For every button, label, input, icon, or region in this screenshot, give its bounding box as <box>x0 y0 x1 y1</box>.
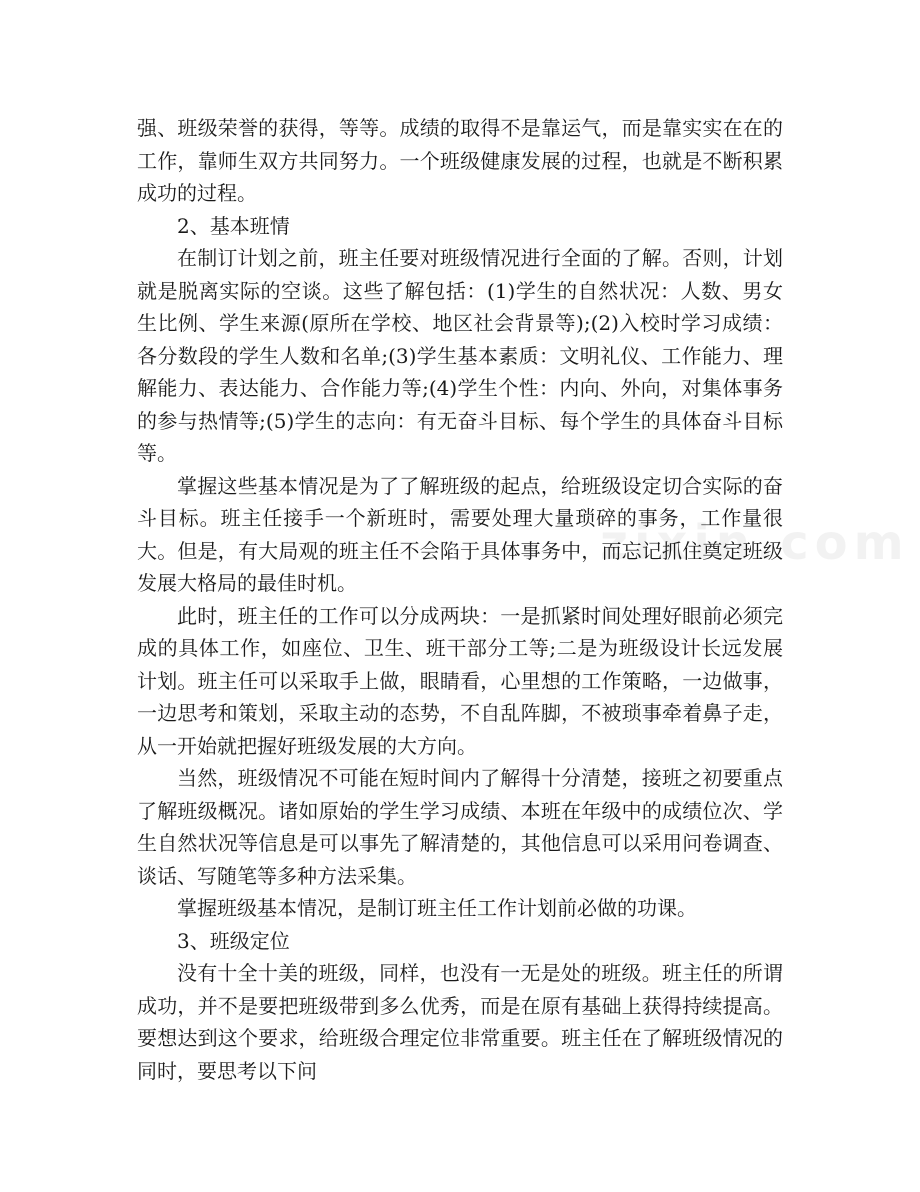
paragraph-continuation: 强、班级荣誉的获得，等等。成绩的取得不是靠运气，而是靠实实在在的工作，靠师生双方共同努力。一个班级健康发展的过程，也就是不断积累成功的过程。 <box>137 116 783 205</box>
watermark: zixin.com <box>600 515 910 571</box>
paragraph: 当然，班级情况不可能在短时间内了解得十分清楚，接班之初要重点了解班级概况。诸如原始的学生学习成绩、本班在年级中的成绩位次、学生自然状况等信息是可以事先了解清楚的，其他信息可以采用问卷调查、谈话、写随笔等多种方法采集。 <box>137 766 783 888</box>
document-body <box>137 112 783 1087</box>
paragraph: 没有十全十美的班级，同样，也没有一无是处的班级。班主任的所谓成功，并不是要把班级带到多么优秀，而是在原有基础上获得持续提高。要想达到这个要求，给班级合理定位非常重要。班主任在了解班级情况的同时，要思考以下问 <box>137 961 783 1083</box>
paragraph: 掌握这些基本情况是为了了解班级的起点，给班级设定切合实际的奋斗目标。班主任接手一个新班时，需要处理大量琐碎的事务，工作量很大。但是，有大局观的班主任不会陷于具体事务中，而忘记抓住奠定班级发展大格局的最佳时机。 <box>137 473 783 595</box>
section-heading-basic-class-info: 2、基本班情 <box>177 213 290 238</box>
section-heading-class-positioning: 3、班级定位 <box>177 928 290 953</box>
paragraph: 在制订计划之前，班主任要对班级情况进行全面的了解。否则，计划就是脱离实际的空谈。这些了解包括：(1)学生的自然状况：人数、男女生比例、学生来源(原所在学校、地区社会背景等);(2)入校时学习成绩：各分数段的学生人数和名单;(3)学生基本素质：文明礼仪、工作能力、理解能力、表达能力、合作能力等;(4)学生个性：内向、外向，对集体事务的参与热情等;(5)学生的志向：有无奋斗目标、每个学生的具体奋斗目标等。 <box>137 246 783 465</box>
paragraph: 掌握班级基本情况，是制订班主任工作计划前必做的功课。 <box>177 896 697 920</box>
paragraph: 此时，班主任的工作可以分成两块：一是抓紧时间处理好眼前必须完成的具体工作，如座位、卫生、班干部分工等;二是为班级设计长远发展计划。班主任可以采取手上做，眼睛看，心里想的工作策略，一边做事，一边思考和策划，采取主动的态势，不自乱阵脚，不被琐事牵着鼻子走，从一开始就把握好班级发展的大方向。 <box>137 603 783 758</box>
